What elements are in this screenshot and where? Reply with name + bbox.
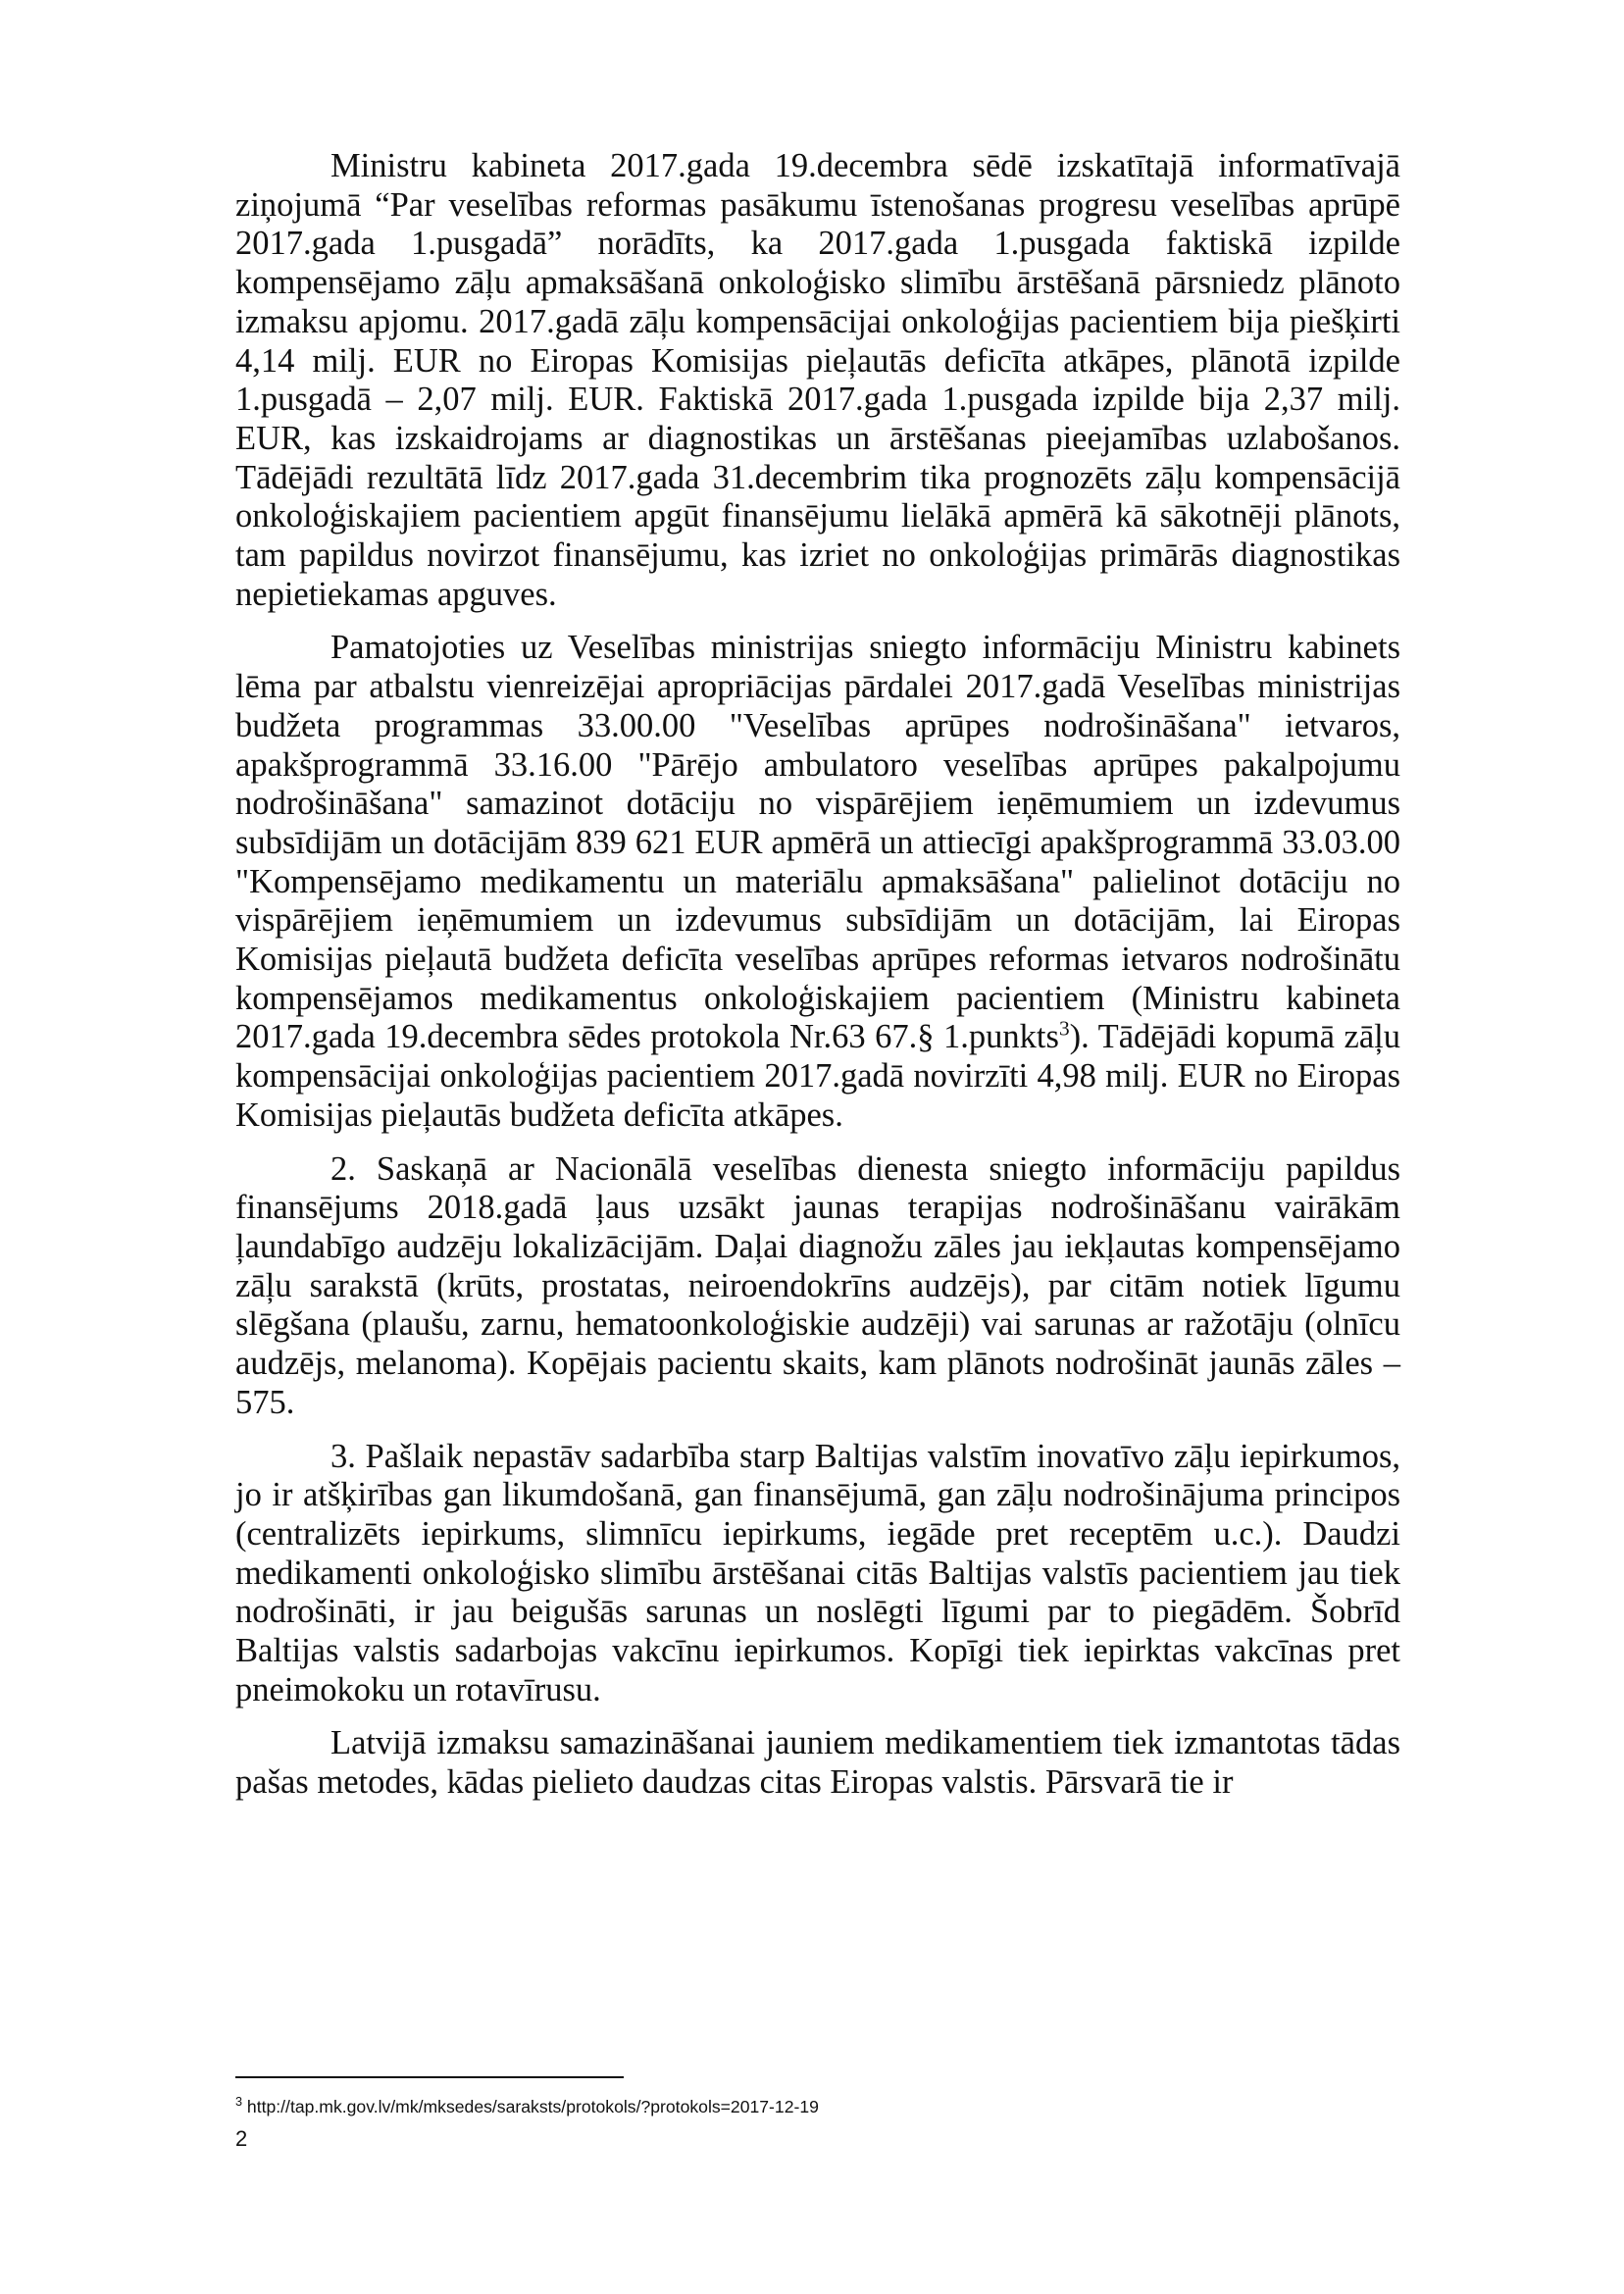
paragraph-text: Ministru kabineta 2017.gada 19.decembra sēdē izskatītajā informatīvajā ziņojumā “Par veselības reformas pasākumu īstenošanas progresu veselības aprūpē 2017.gada 1.pusgadā” norādīts, ka 2017.gada 1.pusgada faktiskā izpilde kompensējamo zāļu apmaksāšanā onkoloģisko slimību ārstēšanā pārsniedz plānoto izmaksu apjomu. 2017.gadā zāļu kompensācijai onkoloģijas pacientiem bija piešķirti 4,14 milj. EUR no Eiropas Komisijas pieļautās deficīta atkāpes, plānotā izpilde 1.pusgadā – 2,07 milj. EUR. Faktiskā 2017.gada 1.pusgada izpilde bija 2,37 milj. EUR, kas izskaidrojams ar diagnostikas un ārstēšanas pieejamības uzlabošanos. Tādējādi rezultātā līdz 2017.gada 31.decembrim tika prognozēts zāļu kompensācijā onkoloģiskajiem pacientiem apgūt finansējumu lielākā apmērā kā sākotnēji plānots, tam papildus novirzot finansējumu, kas izriet no onkoloģijas primārās diagnostikas nepietiekamas apguves. bbox=[235, 147, 1400, 613]
page-number: 2 bbox=[235, 2126, 248, 2151]
paragraph-item-3 bbox=[235, 1438, 1400, 1710]
paragraph-text: ). Tādējādi kopumā zāļu kompensācijai onkoloģijas pacientiem 2017.gadā novirzīti 4,98 milj. EUR no Eiropas Komisijas pieļautās budžeta deficīta atkāpes. bbox=[235, 1018, 1400, 1134]
paragraph-appropriation-reallocation bbox=[235, 629, 1400, 1135]
footnote-text: http://tap.mk.gov.lv/mk/mksedes/saraksts/protokols/?protokols=2017-12-19 bbox=[242, 2097, 819, 2116]
footnote-separator bbox=[235, 2076, 624, 2078]
paragraph-text: 3. Pašlaik nepastāv sadarbība starp Baltijas valstīm inovatīvo zāļu iepirkumos, jo ir atšķirības gan likumdošanā, gan finansējumā, gan zāļu nodrošinājuma principos (centralizēts iepirkums, slimnīcu iepirkums, iegāde pret receptēm u.c.). Daudzi medikamenti onkoloģisko slimību ārstēšanai citās Baltijas valstīs pacientiem jau tiek nodrošināti, ir jau beigušās sarunas un noslēgti līgumi par to piegādēm. Šobrīd Baltijas valstis sadarbojas vakcīnu iepirkumos. Kopīgi tiek iepirktas vakcīnas pret pneimokoku un rotavīrusu. bbox=[235, 1437, 1400, 1708]
paragraph-text: Latvijā izmaksu samazināšanai jauniem medikamentiem tiek izmantotas tādas pašas metodes, kādas pielieto daudzas citas Eiropas valstis. Pārsvarā tie ir bbox=[235, 1724, 1400, 1802]
paragraph-cabinet-report bbox=[235, 147, 1400, 614]
paragraph-text: Pamatojoties uz Veselības ministrijas sniegto informāciju Ministru kabinets lēma par atbalstu vienreizējai apropriācijas pārdalei 2017.gadā Veselības ministrijas budžeta programmas 33.00.00 "Veselības aprūpes nodrošināšana" ietvaros, apakšprogrammā 33.16.00 "Pārējo ambulatoro veselības aprūpes pakalpojumu nodrošināšana" samazinot dotāciju no vispārējiem ieņēmumiem un izdevumus subsīdijām un dotācijām 839 621 EUR apmērā un attiecīgi apakšprogrammā 33.03.00 "Kompensējamo medikamentu un materiālu apmaksāšana" palielinot dotāciju no vispārējiem ieņēmumiem un izdevumus subsīdijām un dotācijām, lai Eiropas Komisijas pieļautā budžeta deficīta veselības aprūpes reformas ietvaros nodrošinātu kompensējamos medikamentus onkoloģiskajiem pacientiem (Ministru kabineta 2017.gada 19.decembra sēdes protokola Nr.63 67.§ 1.punkts bbox=[235, 629, 1400, 1056]
footnote bbox=[235, 2096, 819, 2117]
document-body bbox=[235, 147, 1400, 1817]
paragraph-latvia-methods bbox=[235, 1724, 1400, 1802]
paragraph-item-2 bbox=[235, 1150, 1400, 1423]
paragraph-text: 2. Saskaņā ar Nacionālā veselības dienesta sniegto informāciju papildus finansējums 2018.gadā ļaus uzsākt jaunas terapijas nodrošināšanu vairākām ļaundabīgo audzēju lokalizācijām. Daļai diagnožu zāles jau iekļautas kompensējamo zāļu sarakstā (krūts, prostatas, neiroendokrīns audzējs), par citām notiek līgumu slēgšana (plaušu, zarnu, hematoonkoloģiskie audzēji) vai sarunas ar ražotāju (olnīcu audzējs, melanoma). Kopējais pacientu skaits, kam plānots nodrošināt jaunās zāles – 575. bbox=[235, 1149, 1400, 1421]
footnote-reference: 3 bbox=[1058, 1016, 1070, 1041]
footnote-number: 3 bbox=[235, 2095, 243, 2110]
